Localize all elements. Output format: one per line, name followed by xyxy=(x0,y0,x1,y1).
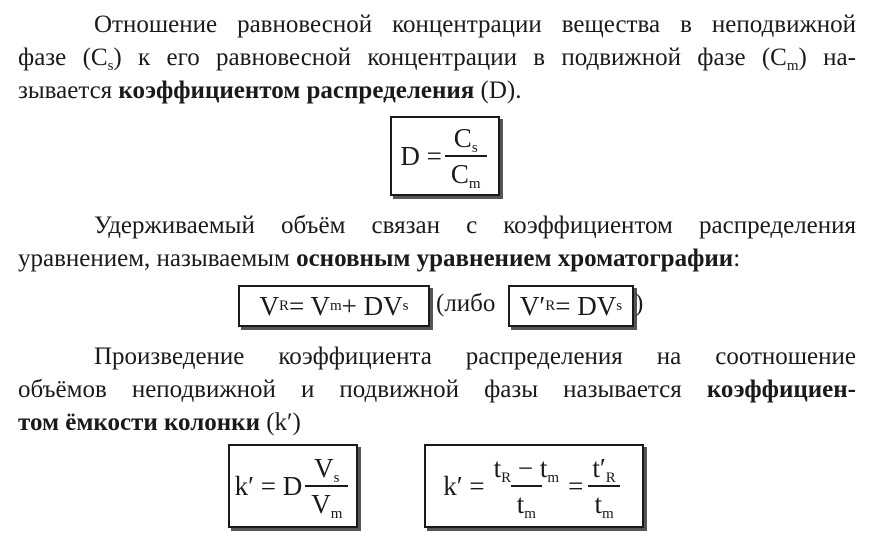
fraction xyxy=(445,123,487,192)
paragraph-line xyxy=(18,242,856,275)
fraction xyxy=(488,453,565,522)
text: объёмов неподвижной и подвижной фазы называется xyxy=(18,376,707,403)
formula-capacity-factor-times: k′ = $\frac{t_R - t_m}{t_m}$ = $\frac{t'_R}{t_m}$ xyxy=(424,444,644,528)
paragraph-line xyxy=(18,340,856,373)
paragraph-line xyxy=(18,373,856,406)
text: фазе (C xyxy=(18,44,108,71)
formula-distribution-coefficient xyxy=(390,116,500,196)
text: зывается xyxy=(18,77,119,104)
text-or: (либо xyxy=(436,290,496,317)
paragraph-line xyxy=(18,41,856,74)
text: : xyxy=(733,245,741,272)
paragraph-line xyxy=(18,74,856,107)
numerator: $C_s$ xyxy=(453,123,478,156)
term-capacity-factor: коэффициен- xyxy=(706,376,856,403)
formula-lhs: D = xyxy=(400,140,442,171)
text: (D). xyxy=(474,77,522,104)
subscript: m xyxy=(786,58,799,74)
formula-retention-volume-alt: V′ R = DV s xyxy=(508,285,634,327)
text: Удерживаемый объём связан с коэффициентом распределения xyxy=(94,212,856,239)
subscript: s xyxy=(107,58,114,74)
text: уравнением, называемым xyxy=(18,245,297,272)
numerator: $t'_R$ xyxy=(592,453,616,486)
text: ) к его равновесной концентрации в подвижной фазе (C xyxy=(113,44,787,71)
text-close-paren: ) xyxy=(635,290,644,317)
formula-capacity-factor-volumes: k′ = D $\frac{V_s}{V_m}$ xyxy=(228,444,358,528)
term-capacity-factor: том ёмкости колонки xyxy=(18,409,260,436)
fraction xyxy=(586,453,621,522)
fraction xyxy=(305,453,348,522)
paragraph-line xyxy=(18,406,856,439)
paragraph-retention-volume xyxy=(18,209,856,275)
text: Отношение равновесной концентрации вещества в неподвижной xyxy=(94,11,856,38)
text: (k′) xyxy=(259,409,301,436)
term-distribution-coefficient: коэффициентом распределения xyxy=(118,77,475,104)
denominator: $V_m$ xyxy=(305,485,348,519)
denominator: $t_m$ xyxy=(511,485,542,519)
paragraph-line xyxy=(18,8,856,41)
paragraph-capacity-factor xyxy=(18,340,856,439)
numerator: $V_s$ xyxy=(314,453,340,486)
formula-retention-volume: V R = V m + DV s xyxy=(238,285,430,327)
denominator: $C_m$ xyxy=(445,155,487,189)
term-basic-chromatography-equation: основным уравнением хроматографии xyxy=(296,245,734,272)
paragraph-distribution-coefficient xyxy=(18,8,856,107)
denominator: $t_m$ xyxy=(588,485,619,519)
paragraph-line xyxy=(18,209,856,242)
numerator: $t_R - t_m$ xyxy=(493,453,560,486)
text: Произведение коэффициента распределения на соотношение xyxy=(94,343,856,370)
text: ) на- xyxy=(798,44,856,71)
